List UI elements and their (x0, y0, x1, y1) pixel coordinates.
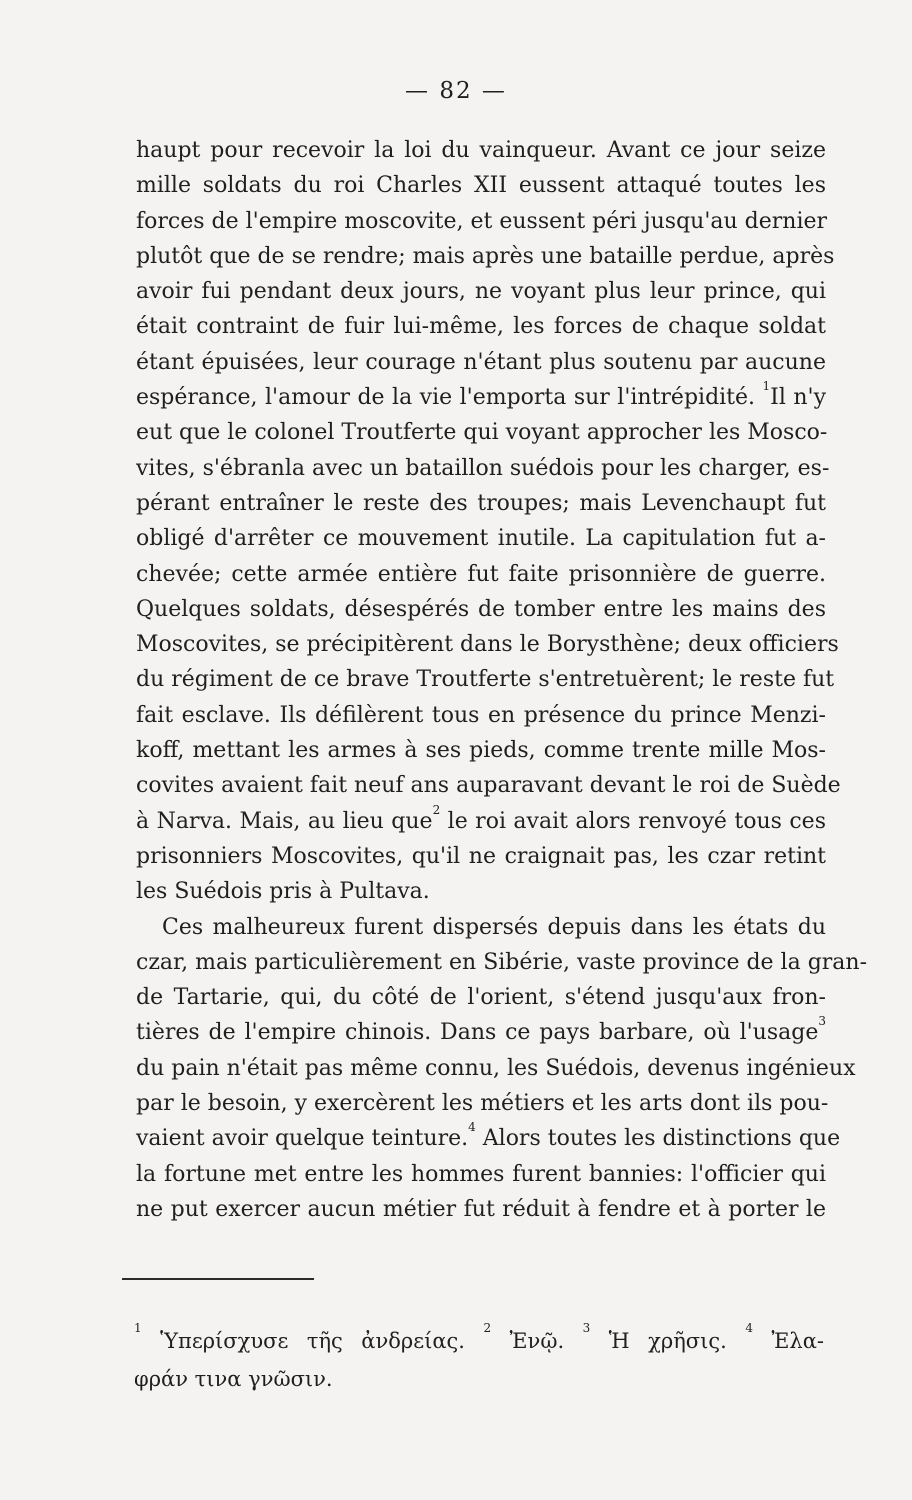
text-line: haupt pour recevoir la loi du vainqueur. Avant ce jour seize (136, 138, 826, 163)
text-line: du régiment de ce brave Troutferte s'entretuèrent; le reste fut (136, 667, 835, 693)
text-segment: le roi avait alors renvoyé tous ces (447, 808, 826, 834)
footnote-text: Ἡ χρῆσις. (608, 1329, 727, 1353)
page-number: — 82 — (405, 78, 507, 104)
text-line (136, 804, 826, 839)
text-line: vites, s'ébranla avec un bataillon suédois pour les charger, es- (136, 455, 830, 481)
text-line: forces de l'empire moscovite, et eussent péri jusqu'au dernier (136, 208, 828, 234)
footnote-line: φράν τινα γνῶσιν. (134, 1367, 333, 1391)
text-segment: Alors toutes les distinctions que (482, 1126, 841, 1152)
text-line: pérant entraîner le reste des troupes; mais Levenchaupt fut (136, 490, 826, 516)
text-segment: Il n'y (770, 385, 826, 411)
text-segment: espérance, l'amour de la vie l'emporta sur l'intrépidité. (136, 385, 756, 411)
text-segment: tières de l'empire chinois. Dans ce pays barbare, où l'usage (136, 1020, 819, 1046)
text-line: chevée; cette armée entière fut faite prisonnière de guerre. (136, 561, 826, 587)
text-line (136, 1120, 841, 1156)
text-line: étant épuisées, leur courage n'étant plus soutenu par aucune (136, 349, 826, 375)
footnote-mark: 2 (483, 1321, 492, 1335)
text-line: eut que le colonel Troutferte qui voyant approcher les Mosco- (136, 420, 828, 446)
text-line: les Suédois pris à Pultava. (136, 879, 430, 905)
body-text (136, 133, 868, 1227)
footnote-mark: 4 (745, 1321, 753, 1335)
text-line: koff, mettant les armes à ses pieds, comme trente mille Mos- (136, 738, 826, 764)
text-line: était contraint de fuir lui-même, les forces de chaque soldat (136, 314, 826, 340)
text-line: plutôt que de se rendre; mais après une bataille perdue, après (136, 243, 835, 269)
text-line (136, 1015, 826, 1050)
text-line: Moscovites, se précipitèrent dans le Borysthène; deux officiers (136, 632, 839, 658)
text-line: la fortune met entre les hommes furent bannies: l'officier qui (136, 1161, 826, 1187)
text-line: avoir fui pendant deux jours, ne voyant plus leur prince, qui (136, 279, 826, 305)
footnote-text: Ὑπερίσχυσε τῆς ἀνδρείας. (160, 1329, 465, 1353)
text-line (136, 380, 826, 415)
note-mark: 1 (762, 379, 771, 394)
text-line: Ces malheureux furent dispersés depuis dans les états du (162, 914, 826, 940)
footnote-mark: 1 (134, 1321, 142, 1335)
text-line: mille soldats du roi Charles XII eussent attaqué toutes les (136, 173, 826, 199)
footnote-text: Ἐλα- (771, 1329, 824, 1353)
text-line: czar, mais particulièrement en Sibérie, vaste province de la gran- (136, 949, 868, 975)
text-line: par le besoin, y exercèrent les métiers et les arts dont ils pou- (136, 1091, 829, 1117)
footnote-mark: 3 (582, 1321, 591, 1335)
note-mark: 4 (468, 1120, 476, 1135)
text-segment: à Narva. Mais, au lieu que (136, 808, 433, 834)
text-line: Quelques soldats, désespérés de tomber entre les mains des (136, 596, 826, 622)
note-mark: 2 (432, 802, 441, 817)
note-mark: 3 (818, 1014, 826, 1029)
footnotes (134, 1322, 824, 1398)
text-line: de Tartarie, qui, du côté de l'orient, s'étend jusqu'aux fron- (136, 985, 826, 1011)
text-line: fait esclave. Ils défilèrent tous en présence du prince Menzi- (136, 702, 826, 728)
text-line: covites avaient fait neuf ans auparavant devant le roi de Suède (136, 773, 841, 799)
footnote-line (134, 1322, 824, 1360)
footnote-text: Ἐνῷ. (509, 1329, 565, 1353)
text-segment: vaient avoir quelque teinture. (136, 1126, 469, 1152)
text-line: prisonniers Moscovites, qu'il ne craignait pas, les czar retint (136, 843, 826, 869)
footnote-rule (122, 1278, 314, 1280)
text-line: obligé d'arrêter ce mouvement inutile. La capitulation fut a- (136, 526, 826, 552)
text-line: ne put exercer aucun métier fut réduit à fendre et à porter le (136, 1196, 826, 1222)
text-line: du pain n'était pas même connu, les Suédois, devenus ingénieux (136, 1055, 856, 1081)
